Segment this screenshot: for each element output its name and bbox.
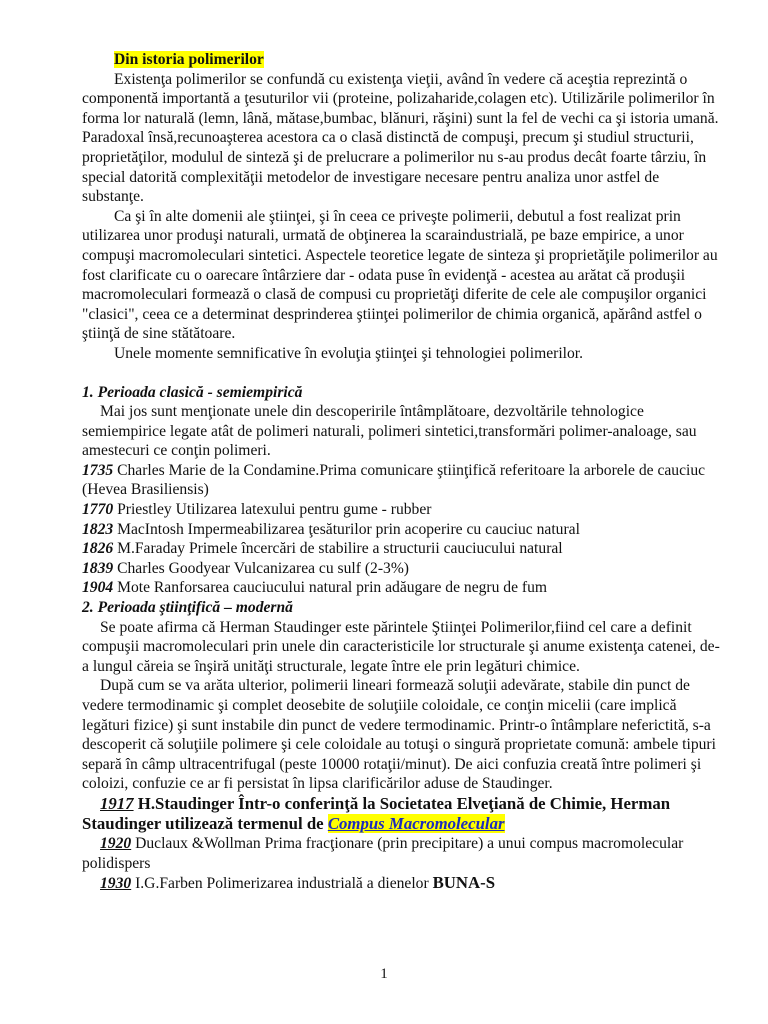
event-text: Mote Ranforsarea cauciucului natural prin adăugare de negru de fum xyxy=(117,579,548,597)
intro-paragraph-3: Unele momente semnificative în evoluţia ştiinţei şi tehnologiei polimerilor. xyxy=(114,344,584,362)
event-item xyxy=(82,539,722,559)
event-item xyxy=(82,500,722,520)
event-1917 xyxy=(82,794,722,834)
event-item xyxy=(82,578,722,598)
event-year: 1930 xyxy=(100,875,132,893)
section-2-heading: 2. Perioada ştiinţifică – modernă xyxy=(82,599,293,617)
section-1-intro: Mai jos sunt menţionate unele din descoperirile întâmplătoare, dezvoltările tehnologice semiempirice legate atât de polimeri naturali, polimeri sintetici,transformări polimer-analoage, sau amestecuri ce conţin polimeri. xyxy=(82,403,697,460)
page-number: 1 xyxy=(380,966,388,982)
event-year: 1904 xyxy=(82,579,114,597)
event-item xyxy=(82,520,722,540)
event-1930 xyxy=(82,873,722,894)
event-year: 1735 xyxy=(82,461,114,479)
event-text: MacIntosh Impermeabilizarea ţesăturilor prin acoperire cu cauciuc natural xyxy=(117,520,580,538)
event-text: I.G.Farben Polimerizarea industrială a dienelor xyxy=(135,875,429,893)
intro-paragraph-1: Existenţa polimerilor se confundă cu existenţa vieţii, având în vedere că aceştia reprezintă o componentă importantă a ţesuturilor vii (proteine, polizaharide,colagen etc). Utilizările polimerilor în forma lor naturală (lemn, lână, mătase,bumbac, blănuri, răşini) sunt la fel de vechi ca şi istoria umană. Paradoxal însă,recunoaşterea acestora ca o clasă distinctă de compuşi, precum şi studiul structurii, proprietăţilor, modulul de sinteză şi de prelucrare a polimerilor nu s-au produs decât foarte târziu, în special datorită complexităţii metodelor de investigare necesare pentru analiza unor astfel de substanţe. xyxy=(82,70,719,206)
event-year: 1770 xyxy=(82,501,114,519)
event-item xyxy=(82,461,722,500)
intro-paragraph-2: Ca şi în alte domenii ale ştiinţei, şi în ceea ce priveşte polimerii, debutul a fost realizat prin utilizarea unor produşi naturali, urmată de obţinerea la scaraindustrială, pe baze empirice, a unor compuşi macromoleculari sintetici. Aspectele teoretice legate de sinteza şi proprietăţile polimerilor au fost clarificate cu o oarecare întârziere dar - odata puse în evidenţă - acestea au arătat că produşii macromoleculari formează o clasă de compusi cu proprietăţi diferite de cele ale compuşilor organici "clasici", ceea ce a determinat desprinderea ştiinţei polimerilor de chimia organică, apărând astfel o ştiinţă de sine stătătoare. xyxy=(82,207,718,343)
event-1920 xyxy=(82,834,722,873)
document-title: Din istoria polimerilor xyxy=(114,51,264,68)
event-text: H.Staudinger Într-o conferinţă la Societatea Elveţiană de Chimie, Herman Staudinger utilizează termenul de xyxy=(82,793,671,833)
event-text: Duclaux &Wollman Prima fracţionare (prin precipitare) a unui compus macromolecular polidispers xyxy=(82,834,684,872)
section-2-paragraph-2: După cum se va arăta ulterior, polimerii lineari formează soluţii adevărate, stabile din punct de vedere termodinamic şi complet deosebite de soluţiile coloidale, ce conţin micelii (care implică legături fizice) şi sunt instabile din punct de vedere termodinamic. Printr-o întâmplare neferictită, s-a descoperit că soluţiile polimere şi cele coloidale au totuşi o singură proprietate comună: ambele tipuri separă în câmp ultracentrifugal (peste 10000 rotaţii/minut). De aici confuzia creată între polimeri şi coloizi, confuzie ce ar fi persistat în lipsa clarificărilor aduse de Staudinger. xyxy=(82,677,716,793)
event-text: Priestley Utilizarea latexului pentru gume - rubber xyxy=(117,501,432,519)
event-text: Charles Goodyear Vulcanizarea cu sulf (2-3%) xyxy=(117,559,409,577)
event-text: Charles Marie de la Condamine.Prima comunicare ştiinţifică referitoare la arborele de cauciuc (Hevea Brasiliensis) xyxy=(82,461,706,499)
event-year: 1823 xyxy=(82,520,114,538)
highlighted-term: Compus Macromolecular xyxy=(327,813,505,833)
event-text: M.Faraday Primele încercări de stabilire a structurii cauciucului natural xyxy=(117,540,563,558)
document-title-line xyxy=(82,50,722,70)
section-2-paragraph-1: Se poate afirma că Herman Staudinger este părintele Ştiinţei Polimerilor,fiind cel care a definit compuşii macromoleculari prin unele din caracteristicile lor structurale şi anume existenţa catenei, de-a lungul căreia se înşiră unităţi structurale, legate între ele prin legături chimice. xyxy=(82,618,720,675)
event-year: 1839 xyxy=(82,559,114,577)
section-1-heading: 1. Perioada clasică - semiempirică xyxy=(82,383,303,401)
event-year: 1917 xyxy=(100,793,134,813)
event-item xyxy=(82,559,722,579)
event-year: 1826 xyxy=(82,540,114,558)
document-body xyxy=(82,50,722,894)
event-year: 1920 xyxy=(100,834,132,852)
event-product: BUNA-S xyxy=(432,873,496,893)
